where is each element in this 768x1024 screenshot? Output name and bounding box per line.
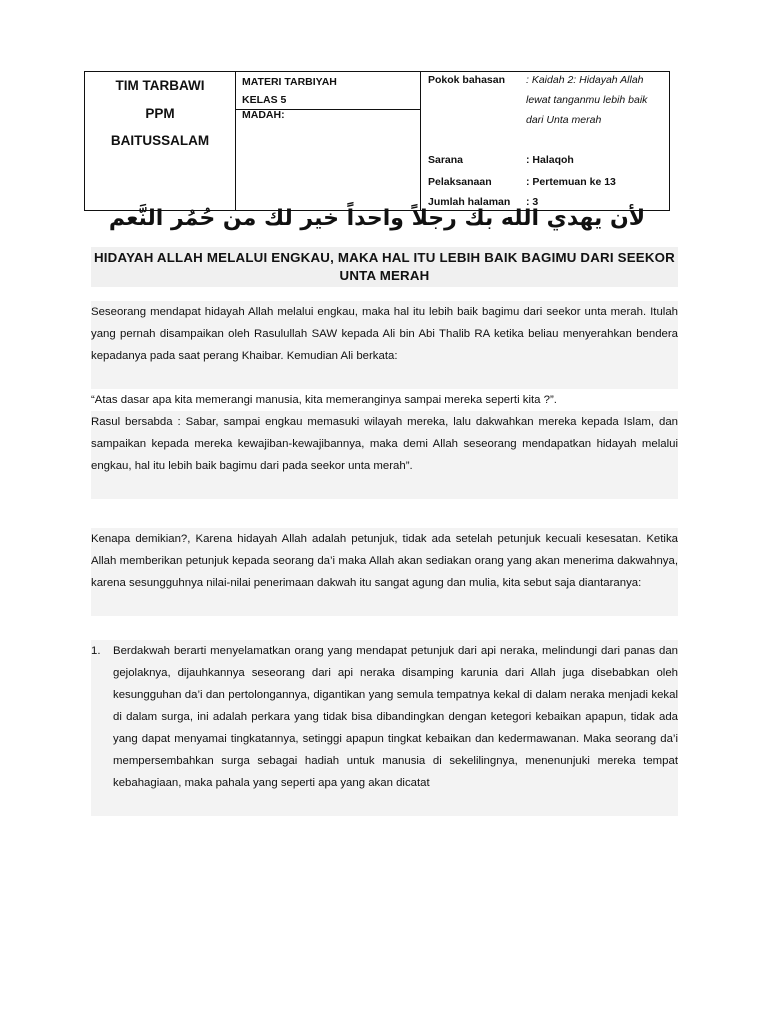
info-cell — [420, 72, 669, 210]
org-name-line3: BAITUSSALAM — [110, 133, 210, 148]
header-table — [84, 71, 670, 211]
kelas-label: KELAS 5 — [242, 94, 287, 106]
jumlah-halaman-label: Jumlah halaman — [428, 196, 511, 208]
pokok-bahasan-label: Pokok bahasan — [428, 74, 506, 86]
sarana-label: Sarana — [428, 154, 464, 166]
paragraph-1: Seseorang mendapat hidayah Allah melalui engkau, maka hal itu lebih baik bagimu dari seekor unta merah. Itulah yang pernah disampaikan oleh Rasulullah SAW kepada Ali bin Abi Thalib RA ketika beliau menyerahkan bendera kepadanya pada saat perang Khaibar. Kemudian Ali berkata: — [91, 306, 678, 362]
paragraph-3: Rasul bersabda : Sabar, sampai engkau memasuki wilayah mereka, lalu dakwahkan mereka kepada Islam, dan sampaikan kepada mereka kewajiban-kewajibannya, maka demi Allah seseorang mendapatkan hidayah melalui engkau, hal itu lebih baik bagimu dari pada seekor unta merah”. — [91, 416, 678, 472]
pelaksanaan-label: Pelaksanaan — [428, 176, 492, 188]
org-name-line2: PPM — [145, 106, 175, 121]
list-item-number: 1. — [91, 645, 101, 657]
pokok-bahasan-value: : Kaidah 2: Hidayah Allah lewat tanganmu lebih baik dari Unta merah — [526, 74, 648, 126]
sarana-value: : Halaqoh — [526, 154, 574, 166]
jumlah-halaman-value: : 3 — [526, 196, 539, 208]
madah-label: MADAH: — [242, 109, 285, 121]
paragraph-4: Kenapa demikian?, Karena hidayah Allah adalah petunjuk, tidak ada setelah petunjuk kecuali kesesatan. Ketika Allah memberikan petunjuk kepada seorang da’i maka Allah akan sediakan orang yang akan menerima dakwahnya, karena sesungguhnya nilai-nilai penerimaan dakwah itu sangat agung dan mulia, kita sebut saja diantaranya: — [91, 533, 678, 589]
document-title: HIDAYAH ALLAH MELALUI ENGKAU, MAKA HAL ITU LEBIH BAIK BAGIMU DARI SEEKOR UNTA MERAH — [93, 250, 675, 283]
pelaksanaan-value: : Pertemuan ke 13 — [526, 176, 616, 188]
org-name-line1: TIM TARBAWI — [115, 78, 205, 93]
materi-cell — [235, 72, 421, 210]
list-item-text: Berdakwah berarti menyelamatkan orang yang mendapat petunjuk dari api neraka, melindungi dari panas dan gejolaknya, dijauhkannya seseorang dari api neraka disamping karunia dari Allah juga disebabkan oleh kesungguhan da’i dan pertolongannya, digantikan yang semula tempatnya kekal di dalam neraka menjadi kekal di dalam surga, ini adalah perkara yang tidak bisa dibandingkan dengan ketegori kebaikan apapun, tidak ada yang dapat menyamai tingkatannya, setinggi apapun tingkat kebaikan dan kedermawanan. Maka seorang da’i mempersembahkan surga sebagai hadiah untuk manusia di sekelilingnya, menenunjuki mereka tempat kebahagiaan, maka pahala yang seperti apa yang akan dicatat — [113, 645, 678, 789]
paragraph-2: “Atas dasar apa kita memerangi manusia, kita memeranginya sampai mereka seperti kita ?”. — [91, 394, 557, 406]
materi-label: MATERI TARBIYAH — [242, 76, 337, 88]
org-cell — [85, 72, 236, 210]
arabic-hadith: لأن يهدي الله بك رجلاً واحداً خير لك من حُمُر النَّعم — [108, 206, 646, 231]
